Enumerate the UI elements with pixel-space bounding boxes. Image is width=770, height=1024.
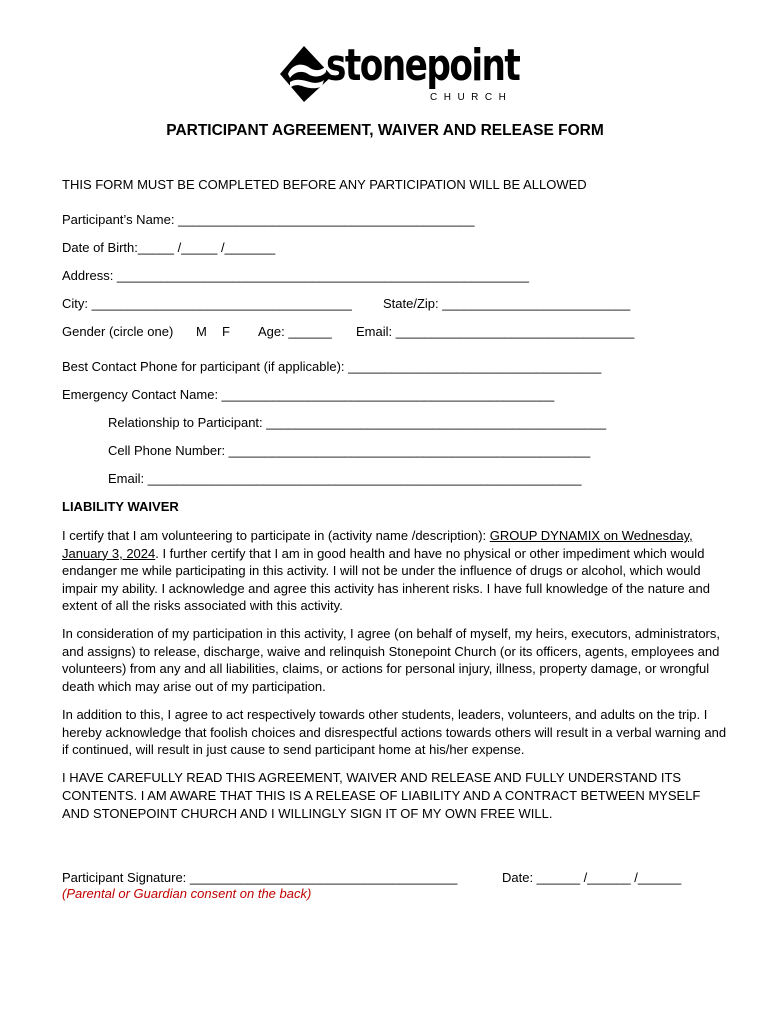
- date-of-birth-field[interactable]: Date of Birth:_____ /_____ /_______: [62, 240, 276, 255]
- signature-date-field[interactable]: Date: ______ /______ /______: [502, 870, 682, 885]
- liability-waiver-heading: LIABILITY WAIVER: [62, 499, 179, 514]
- page-title: PARTICIPANT AGREEMENT, WAIVER AND RELEASE FORM: [166, 122, 604, 139]
- relationship-field[interactable]: Relationship to Participant: _______________________________________________: [108, 415, 607, 430]
- gender-label: Gender (circle one): [62, 324, 174, 339]
- church-logo: [278, 40, 523, 104]
- age-field[interactable]: Age: ______: [258, 324, 332, 339]
- logo-wordmark: stonepoint: [326, 40, 520, 91]
- waiver-paragraph-3: In addition to this, I agree to act respectively towards other students, leaders, volunteers, and adults on the trip. I hereby acknowledge that foolish choices and disrespectful actions towards others will result in a verbal warning and if continued, will result in just cause to send participant home at his/her expense.: [62, 707, 727, 757]
- waiver-paragraph-1: [62, 527, 730, 615]
- form-notice: THIS FORM MUST BE COMPLETED BEFORE ANY PARTICIPATION WILL BE ALLOWED: [62, 177, 587, 192]
- email-field[interactable]: Email: _________________________________: [356, 324, 635, 339]
- participant-signature-field[interactable]: Participant Signature: _____________________________________: [62, 870, 458, 885]
- address-field[interactable]: Address: _________________________________________________________: [62, 268, 530, 283]
- waiver-p1-intro: I certify that I am volunteering to participate in (activity name /description):: [62, 528, 490, 543]
- waiver-p1-body: . I further certify that I am in good health and have no physical or other impediment which would endanger me while participating in this activity. I will not be under the influence of drugs or alcohol, which would impair my ability. I acknowledge and agree this activity has inherent risks. I have full knowledge of the nature and extent of all the risks associated with this activity.: [62, 545, 710, 613]
- gender-option-f[interactable]: F: [222, 324, 230, 339]
- state-zip-field[interactable]: State/Zip: __________________________: [383, 296, 631, 311]
- guardian-consent-note: (Parental or Guardian consent on the back): [62, 886, 312, 901]
- waiver-paragraph-4: I HAVE CAREFULLY READ THIS AGREEMENT, WAIVER AND RELEASE AND FULLY UNDERSTAND ITS CONTENTS. I AM AWARE THAT THIS IS A RELEASE OF LIABILITY AND A CONTRACT BETWEEN MYSELF AND STONEPOINT CHURCH AND I WILLINGLY SIGN IT OF MY OWN FREE WILL.: [62, 770, 701, 821]
- city-field[interactable]: City: ____________________________________: [62, 296, 352, 311]
- logo-subtitle: CHURCH: [430, 92, 513, 103]
- emergency-email-field[interactable]: Email: ____________________________________________________________: [108, 471, 582, 486]
- participant-name-field[interactable]: Participant’s Name: _________________________________________: [62, 212, 475, 227]
- activity-name: GROUP DYNAMIX on Wednesday, January 3, 2024: [62, 528, 693, 561]
- gender-option-m[interactable]: M: [196, 324, 207, 339]
- best-contact-phone-field[interactable]: Best Contact Phone for participant (if applicable): ___________________________________: [62, 359, 602, 374]
- cell-phone-field[interactable]: Cell Phone Number: __________________________________________________: [108, 443, 591, 458]
- emergency-contact-name-field[interactable]: Emergency Contact Name: ______________________________________________: [62, 387, 555, 402]
- waiver-paragraph-2: In consideration of my participation in this activity, I agree (on behalf of myself, my heirs, executors, administrators, and assigns) to release, discharge, waive and relinquish Stonepoint Church (or its officers, agents, employees and volunteers) from any and all liabilities, claims, or actions for personal injury, illness, property damage, or wrongful death which may arise out of my participation.: [62, 626, 720, 694]
